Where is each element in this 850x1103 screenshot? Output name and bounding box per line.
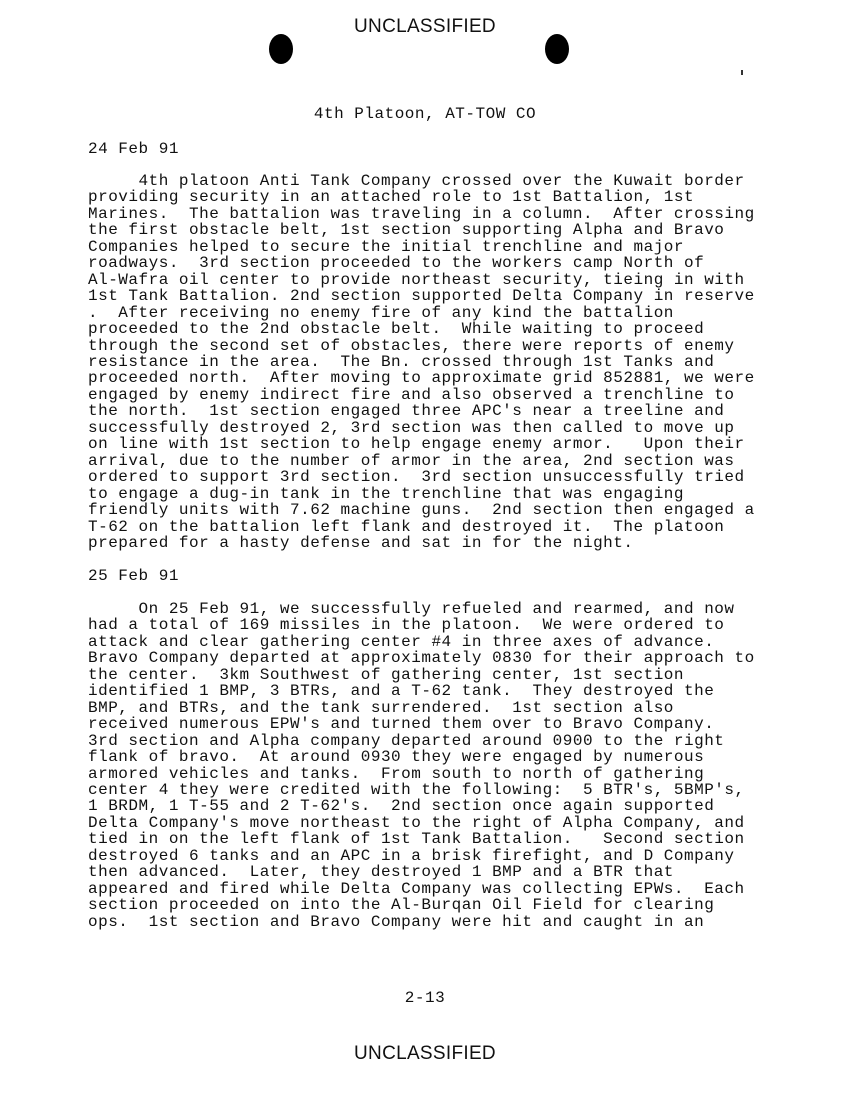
text-line: the first obstacle belt, 1st section supporting Alpha and Bravo <box>88 221 725 240</box>
text-line: resistance in the area. The Bn. crossed through 1st Tanks and <box>88 352 715 371</box>
text-line: friendly units with 7.62 machine guns. 2nd section then engaged a <box>88 501 755 520</box>
text-line: Delta Company's move northeast to the right of Alpha Company, and <box>88 813 745 832</box>
punch-hole-right <box>545 34 569 64</box>
text-line: armored vehicles and tanks. From south to north of gathering <box>88 764 705 783</box>
section-paragraph <box>88 173 755 551</box>
punch-hole-left <box>269 34 293 64</box>
text-line: On 25 Feb 91, we successfully refueled and rearmed, and now <box>88 600 735 618</box>
text-line: . After receiving no enemy fire of any kind the battalion <box>88 303 674 322</box>
text-line: Al-Wafra oil center to provide northeast security, tieing in with <box>88 270 745 289</box>
text-line: proceeded to the 2nd obstacle belt. While waiting to proceed <box>88 320 705 339</box>
text-line: ops. 1st section and Bravo Company were hit and caught in an <box>88 912 705 931</box>
text-line: Bravo Company departed at approximately 0830 for their approach to <box>88 649 755 668</box>
text-line: had a total of 169 missiles in the platoon. We were ordered to <box>88 616 725 635</box>
text-line: the center. 3km Southwest of gathering center, 1st section <box>88 665 684 684</box>
text-line: Marines. The battalion was traveling in a column. After crossing <box>88 204 755 223</box>
text-line: successfully destroyed 2, 3rd section was then called to move up <box>88 418 735 437</box>
text-line: providing security in an attached role to 1st Battalion, 1st <box>88 188 695 207</box>
text-line: the north. 1st section engaged three APC's near a treeline and <box>88 402 725 421</box>
text-line: section proceeded on into the Al-Burqan Oil Field for clearing <box>88 896 715 915</box>
text-line: flank of bravo. At around 0930 they were engaged by numerous <box>88 748 705 767</box>
text-line: to engage a dug-in tank in the trenchline that was engaging <box>88 484 684 503</box>
text-line: engaged by enemy indirect fire and also observed a trenchline to <box>88 385 735 404</box>
text-line: proceeded north. After moving to approximate grid 852881, we were <box>88 369 755 388</box>
classification-footer: UNCLASSIFIED <box>354 1043 496 1064</box>
text-line: 4th platoon Anti Tank Company crossed over the Kuwait border <box>88 172 745 190</box>
text-line: center 4 they were credited with the following: 5 BTR's, 5BMP's, <box>88 780 745 799</box>
text-line: BMP, and BTRs, and the tank surrendered. 1st section also <box>88 698 674 717</box>
text-line: tied in on the left flank of 1st Tank Battalion. Second section <box>88 830 745 849</box>
text-line: on line with 1st section to help engage enemy armor. Upon their <box>88 435 745 454</box>
text-line: attack and clear gathering center #4 in three axes of advance. <box>88 632 715 651</box>
text-line: T-62 on the battalion left flank and destroyed it. The platoon <box>88 517 725 536</box>
text-line: arrival, due to the number of armor in the area, 2nd section was <box>88 451 735 470</box>
text-line: roadways. 3rd section proceeded to the workers camp North of <box>88 254 705 273</box>
page-number: 2-13 <box>404 989 446 1007</box>
text-line: Companies helped to secure the initial trenchline and major <box>88 237 684 256</box>
text-line: prepared for a hasty defense and sat in for the night. <box>88 533 634 552</box>
text-line: 3rd section and Alpha company departed around 0900 to the right <box>88 731 725 750</box>
classification-header: UNCLASSIFIED <box>354 16 496 37</box>
section-paragraph <box>88 601 755 930</box>
text-line: then advanced. Later, they destroyed 1 BMP and a BTR that <box>88 863 674 882</box>
scan-speck <box>741 70 743 75</box>
text-line: 1st Tank Battalion. 2nd section supported Delta Company in reserve <box>88 287 755 306</box>
text-line: identified 1 BMP, 3 BTRs, and a T-62 tank. They destroyed the <box>88 682 715 701</box>
text-line: 1 BRDM, 1 T-55 and 2 T-62's. 2nd section once again supported <box>88 797 715 816</box>
section-date: 25 Feb 91 <box>88 567 179 585</box>
document-title: 4th Platoon, AT-TOW CO <box>313 105 537 123</box>
text-line: ordered to support 3rd section. 3rd section unsuccessfully tried <box>88 468 745 487</box>
text-line: appeared and fired while Delta Company was collecting EPWs. Each <box>88 879 745 898</box>
text-line: through the second set of obstacles, there were reports of enemy <box>88 336 735 355</box>
text-line: destroyed 6 tanks and an APC in a brisk firefight, and D Company <box>88 846 735 865</box>
text-line: received numerous EPW's and turned them over to Bravo Company. <box>88 715 715 734</box>
section-date: 24 Feb 91 <box>88 140 179 158</box>
